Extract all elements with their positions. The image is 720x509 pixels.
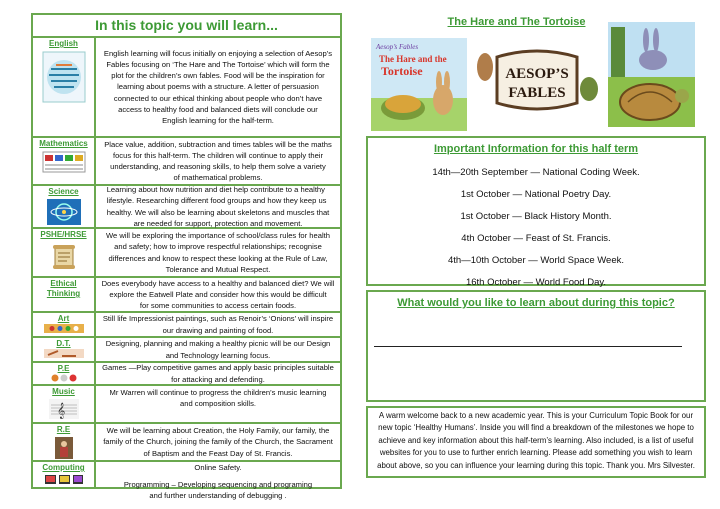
description-line: lifestyle. Researching different food groups and how they keep us [106, 196, 327, 206]
description-line: our drawing and painting of food. [162, 325, 274, 335]
subject-name: R.E [56, 425, 71, 434]
description-line: Designing, planning and making a healthy picnic will be our Design [105, 339, 331, 349]
description-line: Still life Impressionist paintings, such as Renoir’s ‘Onions’ will inspire [102, 314, 334, 324]
religious-painting-icon [55, 437, 73, 459]
subject-name: PSHE/HRSE [40, 230, 87, 239]
computer-icon [44, 474, 84, 488]
description-line: access to healthy food and balanced diets will conclude our [118, 104, 318, 114]
subject-row-mathematics [33, 138, 340, 186]
story-title: The Hare and The Tortoise [447, 16, 586, 28]
subject-row-pshe [33, 229, 340, 278]
panel-title: In this topic you will learn... [33, 15, 340, 38]
book-title-line1: The Hare and the [379, 54, 447, 64]
place-value-chart-icon [42, 151, 86, 173]
subject-name: Art [57, 314, 70, 323]
important-info-box [366, 136, 706, 286]
event-line: 1st October — Black History Month. [460, 211, 612, 222]
description-line: of mathematical problems. [173, 173, 263, 183]
description-line: Programming – Developing sequencing and programing [123, 480, 313, 490]
logo-line1: AESOP’S [505, 66, 569, 82]
subject-row-ethical-thinking [33, 278, 340, 313]
important-info-title: Important Information for this half term [433, 143, 639, 155]
subject-row-art [33, 313, 340, 338]
description-line: Fables focusing on ‘The Hare and The Tortoise’ which will form the [106, 59, 330, 69]
tools-icon [44, 349, 84, 358]
subject-row-re [33, 424, 340, 462]
subject-name: P.E [57, 364, 70, 373]
event-line: 4th October — Feast of St. Francis. [461, 233, 611, 244]
description-line: Place value, addition, subtraction and times tables will be the maths [104, 139, 332, 149]
description-line: plot for the children’s own fables. Food will be the inspiration for [111, 71, 325, 81]
welcome-message: A warm welcome back to a new academic year. This is your Curriculum Topic Book for our new topic ‘Healthy Humans’. Inside you will find a breakdown of the milestones we hope to achieve and key information about this half-term’s learning. Also included, is a list of useful websites for you to use to further enrich learning. Please add something you wish to learn about above, so you can influence your learning during this topic. Thank you. Mrs Silvester. [366, 406, 706, 478]
subject-row-computing [33, 462, 340, 501]
book-series-text: Aesop’s Fables [376, 43, 419, 51]
logo-line2: FABLES [508, 85, 566, 101]
description-line: Does everybody have access to a healthy and balanced diet? We will [101, 278, 335, 288]
description-line: learning about poems with a structure. A letter of persuasion [117, 82, 319, 92]
science-icon [47, 199, 81, 225]
event-line: 1st October — National Poetry Day. [460, 189, 612, 200]
subject-name: Science [48, 187, 79, 196]
description-line: focus for this half-term. The children will continue to apply their [112, 150, 324, 160]
aesops-fables-logo [475, 45, 599, 117]
description-line: differences and know to respect these looking at the Rule of Law, [108, 253, 328, 263]
description-line: of Baptism and the Feast Day of St. Francis. [143, 448, 293, 458]
book-cover-image [371, 38, 467, 131]
subject-row-pe [33, 363, 340, 386]
subject-row-science [33, 186, 340, 229]
event-line: 4th—10th October — World Space Week. [447, 255, 624, 266]
description-line: Learning about how nutrition and diet help contribute to a healthy [106, 185, 325, 195]
sports-icon [50, 374, 78, 382]
word-cloud-icon [42, 51, 86, 103]
music-note-icon [49, 399, 79, 419]
subject-name: Ethical Thinking [46, 279, 81, 298]
paint-palette-icon [44, 324, 84, 333]
description-line: Mr Warren will continue to progress the children’s music learning [109, 388, 327, 397]
learning-wishes-box [366, 290, 706, 402]
subject-row-dt [33, 338, 340, 363]
book-title-line2: Tortoise [381, 64, 423, 78]
svg-text:𝄞: 𝄞 [56, 403, 65, 419]
learning-wishes-title: What would you like to learn about during this topic? [397, 297, 675, 309]
subject-name: Mathematics [39, 139, 88, 148]
subject-name: D.T. [56, 339, 71, 348]
description-line: are needed for support, protection and movement. [133, 218, 303, 228]
description-line: We will be learning about Creation, the Holy Family, our family, the [106, 426, 330, 436]
hare-tortoise-illustration [608, 22, 695, 127]
description-line: English learning will focus initially on enjoying a selection of Aesop’s [103, 48, 333, 58]
description-line: and Technology learning focus. [165, 350, 271, 360]
description-line: family of the Church, joining the family of the Church, the Sacrament [103, 437, 333, 447]
description-line: connected to our ethical thinking about people who don’t have [113, 93, 323, 103]
description-line: Online Safety. [194, 463, 242, 472]
description-line: healthy. We will also be learning about skeletons and muscles that [106, 207, 330, 217]
description-line: English learning for the half-term. [162, 116, 274, 125]
description-line: for attacking and defending. [171, 374, 265, 384]
subject-name: Music [52, 387, 75, 396]
subject-row-english [33, 38, 340, 138]
description-line: Games —Play competitive games and apply basic principles suitable [102, 363, 334, 373]
description-line: understanding, and reasoning skills, to help them solve a variety [110, 162, 326, 171]
answer-line[interactable] [374, 346, 682, 347]
topic-learning-panel [31, 13, 342, 501]
description-line: and further understanding of debugging . [149, 491, 287, 501]
description-line: Tolerance and Mutual Respect. [165, 264, 271, 274]
subject-name: Computing [42, 463, 85, 472]
subject-name: English [49, 39, 78, 48]
description-line: and composition skills. [180, 399, 256, 409]
event-line: 14th—20th September — National Coding Week. [432, 167, 640, 178]
event-line: 16th October — World Food Day. [465, 277, 607, 288]
description-line: We will be exploring the importance of school/class rules for health [106, 231, 330, 241]
description-line: explore the Eatwell Plate and consider how this would be difficult [109, 289, 327, 299]
scroll-icon [49, 242, 79, 272]
description-line: for some communities to access certain foods. [139, 301, 297, 311]
subject-row-music [33, 386, 340, 424]
description-line: and safety; how to improve respectful relationships; recognise [114, 242, 322, 252]
